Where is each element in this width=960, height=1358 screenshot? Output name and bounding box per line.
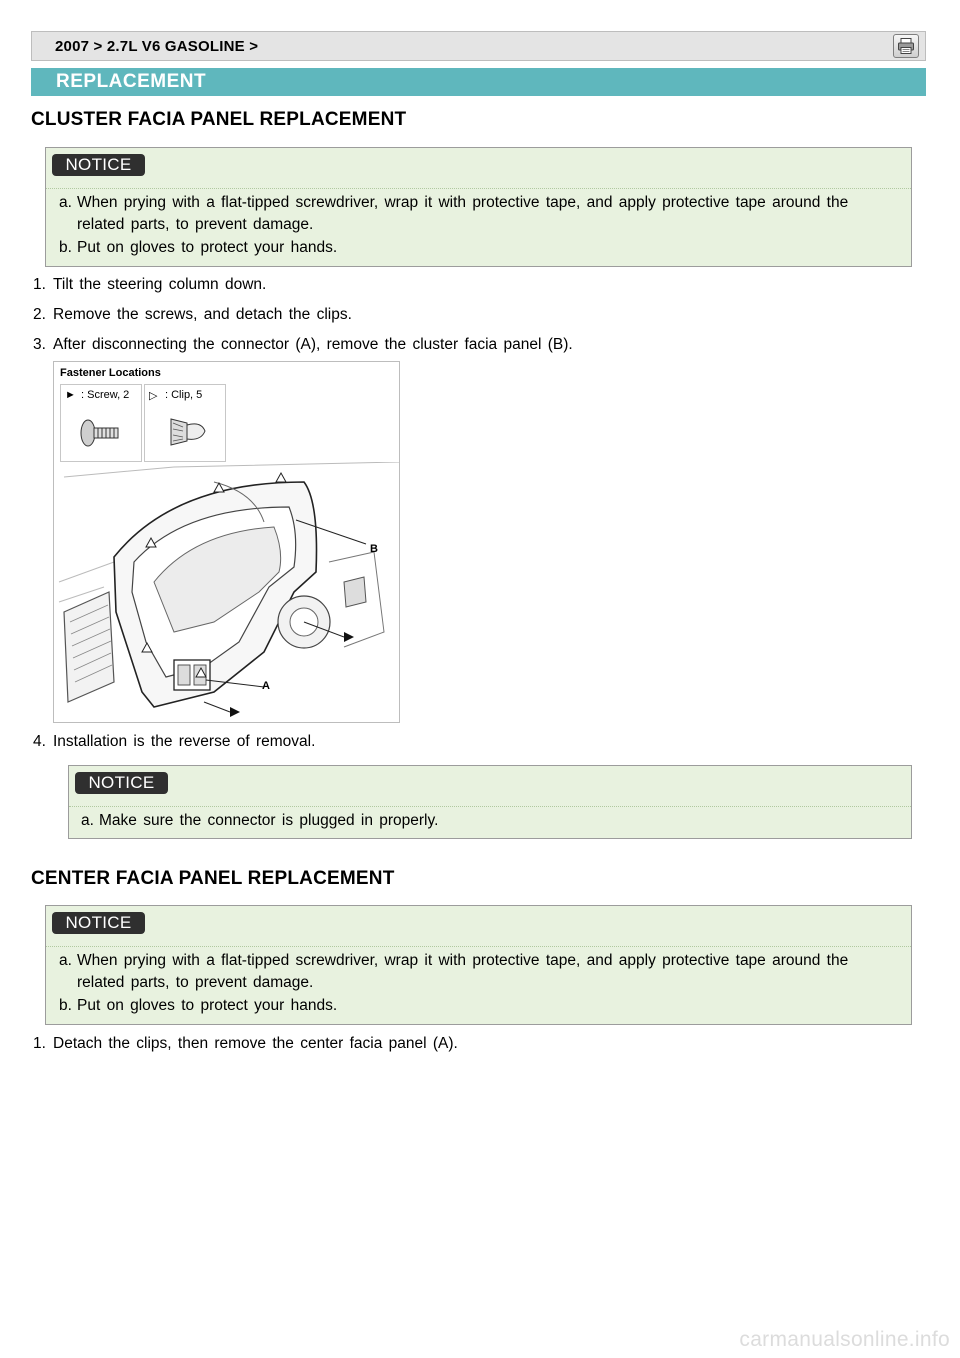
cluster-panel-illustration <box>54 462 399 722</box>
notice-item-label: b. <box>59 239 72 256</box>
notice-item-label: b. <box>59 997 72 1014</box>
notice-item <box>59 192 909 236</box>
figure-label-a: A <box>262 680 270 692</box>
print-button[interactable] <box>893 34 919 58</box>
step-text: After disconnecting the connector (A), remove the cluster facia panel (B). <box>53 336 573 353</box>
step-number: 2. <box>33 306 46 323</box>
step-text: Tilt the steering column down. <box>53 276 267 293</box>
notice-item <box>81 810 901 832</box>
legend-clip-symbol: ▷ <box>149 390 158 402</box>
step-text: Remove the screws, and detach the clips. <box>53 306 352 323</box>
notice-divider <box>46 188 911 189</box>
cluster-facia-panel <box>114 482 317 707</box>
screw-marker <box>344 632 354 642</box>
cluster-section-title: CLUSTER FACIA PANEL REPLACEMENT <box>31 109 407 130</box>
notice-item-label: a. <box>59 952 72 969</box>
printer-icon <box>897 37 915 55</box>
step-text: Installation is the reverse of removal. <box>53 733 316 750</box>
section-header: REPLACEMENT <box>56 71 207 92</box>
figure-label-b: B <box>370 543 378 555</box>
notice-badge: NOTICE <box>75 772 168 794</box>
breadcrumb: 2007 > 2.7L V6 GASOLINE > <box>55 38 259 55</box>
screw-marker <box>230 707 240 717</box>
notice-item-label: a. <box>81 812 94 829</box>
step-number: 4. <box>33 733 46 750</box>
notice-item-text-cont: related parts, to prevent damage. <box>77 216 314 233</box>
notice-item-text: Put on gloves to protect your hands. <box>77 997 338 1014</box>
leader-line-screw <box>204 702 230 712</box>
installation-notice-box <box>68 765 912 839</box>
legend-clip <box>144 384 226 462</box>
notice-item-text: When prying with a flat-tipped screwdriver, wrap it with protective tape, and apply protective tape around the <box>77 952 849 969</box>
notice-item-label: a. <box>59 194 72 211</box>
legend-clip-text: : Clip, 5 <box>165 389 203 401</box>
legend-screw-text: : Screw, 2 <box>81 389 130 401</box>
screw-icon <box>77 415 127 451</box>
notice-divider <box>46 946 911 947</box>
step-number: 3. <box>33 336 46 353</box>
watermark: carmanualsonline.info <box>739 1328 950 1351</box>
notice-item <box>59 950 909 994</box>
notice-item-text-cont: related parts, to prevent damage. <box>77 974 314 991</box>
legend-screw-symbol: ► <box>65 389 76 401</box>
center-section-title: CENTER FACIA PANEL REPLACEMENT <box>31 868 395 889</box>
step-number: 1. <box>33 276 46 293</box>
figure-title: Fastener Locations <box>60 367 161 379</box>
notice-item <box>59 995 909 1017</box>
notice-divider <box>69 806 911 807</box>
fastener-locations-figure <box>53 361 400 723</box>
legend-screw <box>60 384 142 462</box>
section-header-bar <box>31 68 926 96</box>
center-notice-box <box>45 905 912 1025</box>
step-text: Detach the clips, then remove the center facia panel (A). <box>53 1035 458 1052</box>
step-number: 1. <box>33 1035 46 1052</box>
notice-item <box>59 237 909 259</box>
notice-item-text: Put on gloves to protect your hands. <box>77 239 338 256</box>
cluster-notice-box <box>45 147 912 267</box>
notice-badge: NOTICE <box>52 154 145 176</box>
air-vent <box>64 592 114 702</box>
notice-badge: NOTICE <box>52 912 145 934</box>
notice-item-text: Make sure the connector is plugged in properly. <box>99 812 439 829</box>
clip-icon <box>165 411 211 451</box>
notice-item-text: When prying with a flat-tipped screwdriver, wrap it with protective tape, and apply protective tape around the <box>77 194 849 211</box>
breadcrumb-bar <box>31 31 926 61</box>
